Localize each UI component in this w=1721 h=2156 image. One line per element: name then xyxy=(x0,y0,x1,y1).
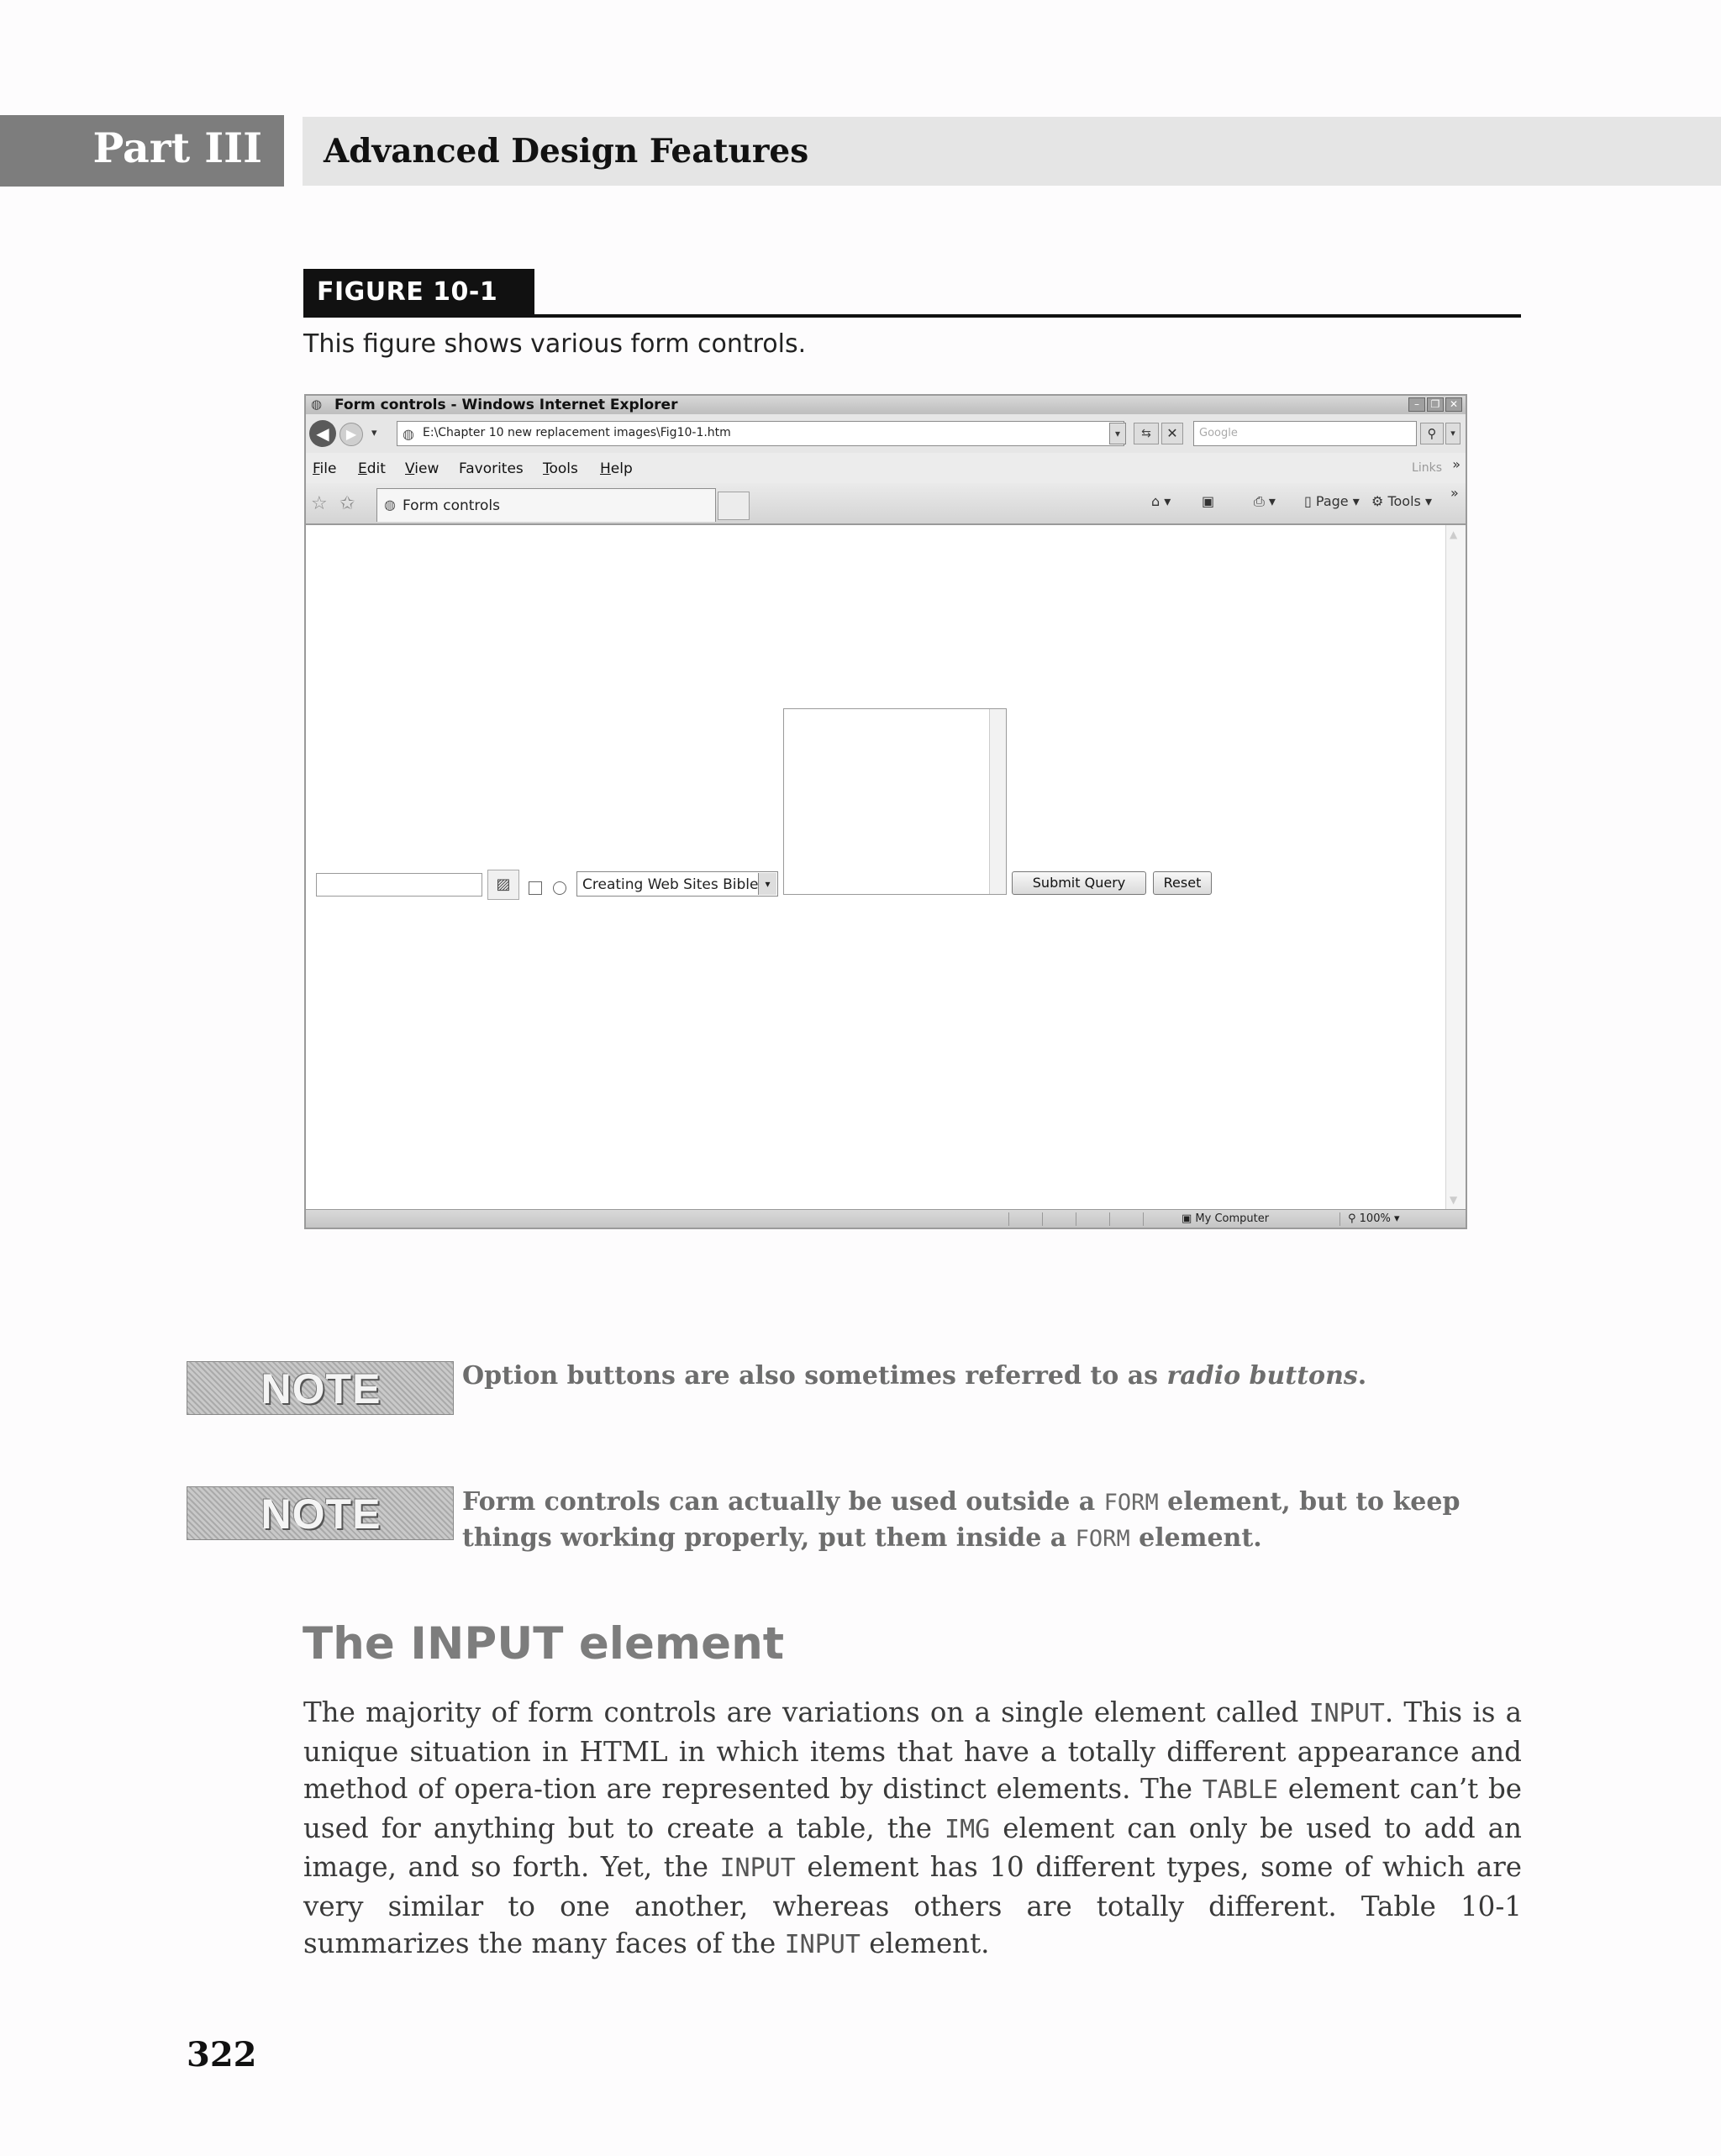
stop-icon[interactable]: ✕ xyxy=(1161,423,1183,444)
body-paragraph: The majority of form controls are variations on a single element called INPUT. This is a unique situation in HTML in which items that have a totally different appearance and method of opera-tion are represented by distinct elements. The TABLE element can’t be used for anything but to create a table, the IMG element can only be used to add an image, and so forth. Yet, the INPUT element has 10 different types, some of which are very similar to one another, whereas others are totally different. Table 10-1 summarizes the many faces of the INPUT element. xyxy=(303,1696,1522,1959)
status-divider xyxy=(1339,1212,1340,1226)
note-icon xyxy=(187,1361,454,1415)
new-tab-button[interactable] xyxy=(718,492,750,520)
address-toolbar xyxy=(306,414,1466,453)
minimize-button[interactable]: – xyxy=(1408,397,1425,412)
figure-tag: FIGURE 10-1 xyxy=(303,269,534,316)
chevron-down-icon[interactable]: ▾ xyxy=(758,873,776,895)
search-input[interactable] xyxy=(1193,421,1417,446)
chevron-right-icon[interactable]: » xyxy=(1452,456,1460,472)
note-label: NOTE xyxy=(261,1491,382,1538)
address-dropdown-icon[interactable]: ▾ xyxy=(1109,423,1126,444)
checkbox[interactable] xyxy=(529,881,542,895)
menu-tools[interactable]: Tools xyxy=(543,460,578,477)
browser-screenshot xyxy=(304,394,1467,1229)
text-input[interactable] xyxy=(316,873,482,897)
forward-arrow-icon[interactable]: ▶ xyxy=(339,423,363,446)
zoom-level[interactable]: ⚲ 100% ▾ xyxy=(1348,1212,1400,1225)
menu-view[interactable]: View xyxy=(405,460,439,477)
search-placeholder: Google xyxy=(1199,427,1238,439)
history-dropdown-icon[interactable]: ▾ xyxy=(371,427,377,439)
search-options-icon[interactable]: ▾ xyxy=(1445,423,1460,444)
tab-bar xyxy=(306,483,1466,525)
reset-button[interactable]: Reset xyxy=(1153,871,1212,895)
status-divider xyxy=(1109,1212,1110,1226)
part-label-box xyxy=(0,115,284,187)
note-text: Form controls can actually be used outside a FORM element, but to keep things working properly, put them inside a FORM element. xyxy=(462,1487,1460,1553)
note-label: NOTE xyxy=(261,1365,382,1412)
tab-form-controls[interactable] xyxy=(376,488,716,522)
menu-bar xyxy=(306,453,1466,484)
status-divider xyxy=(1143,1212,1144,1226)
refresh-icon[interactable]: ⇆ xyxy=(1134,423,1159,444)
security-zone: ▣ My Computer xyxy=(1182,1212,1270,1225)
favorites-star-icon[interactable]: ☆ xyxy=(311,493,328,514)
window-title: Form controls - Windows Internet Explorer xyxy=(334,397,678,413)
restore-button[interactable]: ❐ xyxy=(1427,397,1444,412)
page-icon: ◍ xyxy=(403,426,414,442)
feeds-icon[interactable]: ▣ xyxy=(1202,493,1215,509)
window-controls xyxy=(1408,397,1462,412)
page-icon: ◍ xyxy=(384,497,396,513)
page-number: 322 xyxy=(187,2035,257,2074)
menu-favorites[interactable]: Favorites xyxy=(459,460,524,477)
textarea-scrollbar[interactable] xyxy=(989,709,1006,894)
close-button[interactable]: ✕ xyxy=(1445,397,1462,412)
address-value: E:\Chapter 10 new replacement images\Fig10-1.htm xyxy=(423,426,731,439)
search-icon[interactable]: ⚲ xyxy=(1420,423,1444,444)
tools-menu[interactable]: ⚙ Tools ▾ xyxy=(1371,493,1432,509)
status-divider xyxy=(1042,1212,1043,1226)
running-header xyxy=(303,117,1721,186)
section-heading: The INPUT element xyxy=(303,1618,785,1670)
tab-title: Form controls xyxy=(403,497,501,514)
chevron-right-icon[interactable]: » xyxy=(1450,485,1459,501)
scroll-up-icon[interactable]: ▲ xyxy=(1450,528,1458,540)
radio-button[interactable] xyxy=(553,881,566,895)
part-label: Part III xyxy=(92,124,262,172)
back-arrow-icon[interactable]: ◀ xyxy=(309,420,336,447)
select-dropdown[interactable] xyxy=(576,871,778,897)
print-icon[interactable]: ⎙ ▾ xyxy=(1254,493,1276,509)
menu-file[interactable]: File xyxy=(313,460,337,477)
menu-edit[interactable]: Edit xyxy=(358,460,386,477)
note-icon xyxy=(187,1486,454,1540)
links-label[interactable]: Links xyxy=(1412,461,1442,475)
page-content xyxy=(306,525,1445,1209)
submit-button[interactable]: Submit Query xyxy=(1012,871,1146,895)
add-favorites-icon[interactable]: ✩ xyxy=(339,493,355,514)
window-titlebar xyxy=(306,396,1466,414)
chapter-title: Advanced Design Features xyxy=(324,132,809,171)
image-input-icon[interactable]: ▨ xyxy=(487,870,519,900)
status-bar xyxy=(306,1209,1466,1228)
address-field[interactable] xyxy=(397,421,1124,446)
figure-rule xyxy=(303,314,1521,318)
page-menu[interactable]: ▯ Page ▾ xyxy=(1304,493,1360,509)
status-divider xyxy=(1008,1212,1009,1226)
note-text: Option buttons are also sometimes referred to as radio buttons. xyxy=(462,1361,1367,1391)
ie-icon: ◍ xyxy=(311,397,323,412)
home-icon[interactable]: ⌂ ▾ xyxy=(1151,493,1171,509)
scroll-down-icon[interactable]: ▼ xyxy=(1450,1194,1458,1206)
figure-caption: This figure shows various form controls. xyxy=(303,329,807,359)
textarea[interactable] xyxy=(783,708,1007,895)
menu-help[interactable]: Help xyxy=(600,460,633,477)
select-value: Creating Web Sites Bible xyxy=(582,876,759,893)
vertical-scrollbar[interactable] xyxy=(1445,525,1466,1209)
